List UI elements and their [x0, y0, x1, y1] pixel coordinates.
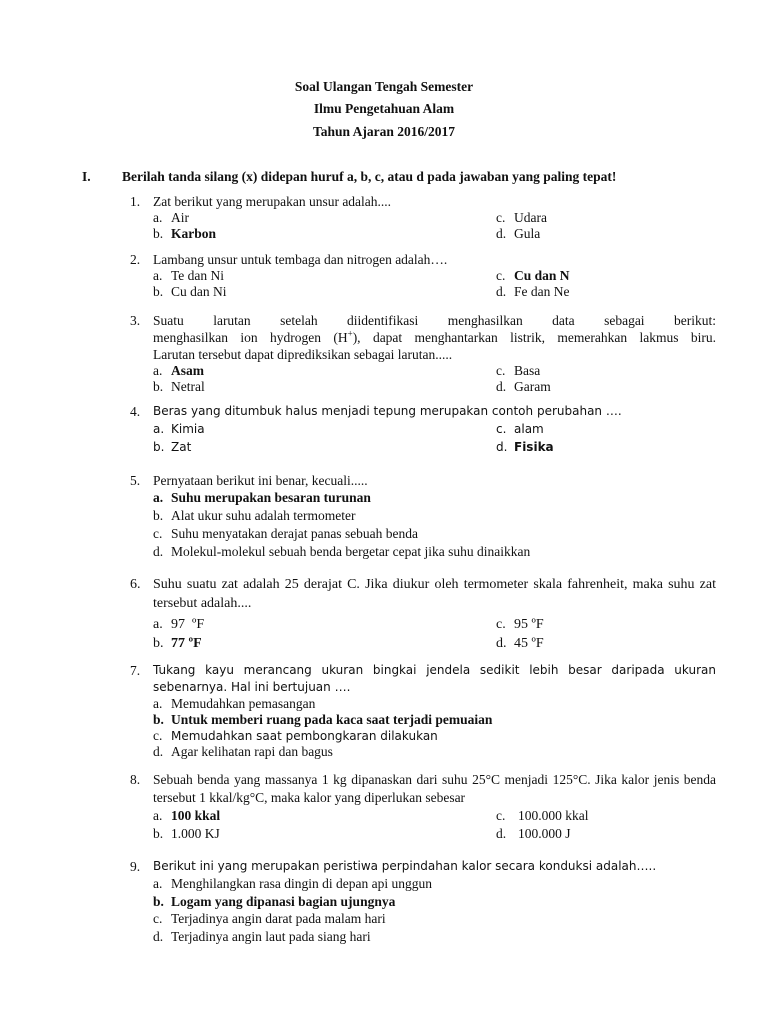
question-5	[130, 472, 716, 561]
question-text: Pernyataan berikut ini benar, kecuali.....	[153, 473, 368, 488]
option-text: Te dan Ni	[171, 268, 225, 283]
option-text: 97 ºF	[171, 617, 205, 632]
option-d[interactable]	[496, 825, 571, 843]
option-a[interactable]	[153, 268, 496, 284]
option-d[interactable]	[496, 634, 544, 653]
question-number: 7.	[130, 663, 141, 678]
option-text: Suhu menyatakan derajat panas sebuah benda	[171, 526, 419, 541]
option-letter: c.	[496, 422, 507, 436]
option-b[interactable]	[153, 226, 496, 242]
option-a[interactable]	[153, 363, 496, 379]
option-text: 77 ºF	[171, 636, 202, 651]
option-letter: a.	[153, 808, 163, 823]
question-3	[130, 312, 716, 395]
option-letter: c.	[153, 728, 163, 743]
option-letter: d.	[496, 826, 507, 841]
question-text: Berikut ini yang merupakan peristiwa perpindahan kalor secara konduksi adalah…..	[153, 859, 657, 873]
option-letter: a.	[153, 876, 163, 891]
option-text: Cu dan Ni	[171, 284, 227, 299]
option-letter: b.	[153, 379, 164, 394]
option-letter: a.	[153, 696, 163, 711]
option-text: Untuk memberi ruang pada kaca saat terjadi pemuaian	[171, 712, 493, 727]
question-text-part: ), dapat menghantarkan listrik, memerahkan lakmus biru.	[352, 330, 716, 345]
option-text: 1.000 KJ	[171, 826, 220, 841]
option-a[interactable]	[153, 696, 315, 712]
option-text: 45 ºF	[514, 636, 544, 651]
option-c[interactable]	[153, 728, 438, 744]
option-text: Garam	[514, 379, 551, 394]
option-letter: a.	[153, 210, 163, 225]
option-letter: b.	[153, 440, 165, 454]
option-text: Agar kelihatan rapi dan bagus	[171, 744, 333, 759]
option-d[interactable]	[153, 543, 530, 561]
option-text: 100 kkal	[171, 808, 221, 823]
question-text-part: menghasilkan ion hydrogen (H	[153, 330, 348, 345]
option-text: Udara	[514, 210, 547, 225]
option-text: Menghilangkan rasa dingin di depan api unggun	[171, 876, 432, 891]
option-b[interactable]	[153, 379, 496, 395]
question-text-line3: Larutan tersebut dapat diprediksikan sebagai larutan.....	[153, 347, 453, 362]
option-letter: c.	[496, 617, 506, 632]
option-c[interactable]	[496, 268, 570, 284]
question-text: Tukang kayu merancang ukuran bingkai jendela sedikit lebih besar daripada ukuran sebenarnya. Hal ini bertujuan ….	[153, 663, 716, 694]
option-a[interactable]	[153, 210, 496, 226]
option-d[interactable]	[153, 928, 371, 946]
option-letter: b.	[153, 893, 164, 909]
option-letter: a.	[153, 617, 163, 632]
option-text: Zat	[171, 440, 192, 454]
option-c[interactable]	[496, 615, 544, 634]
option-letter: a.	[153, 268, 163, 283]
option-letter: b.	[153, 636, 164, 651]
option-text: Memudahkan saat pembongkaran dilakukan	[171, 729, 438, 743]
option-text: Air	[171, 210, 189, 225]
option-b[interactable]	[153, 438, 496, 456]
section-number: I.	[82, 169, 91, 184]
option-letter: d.	[496, 226, 507, 241]
option-letter: b.	[153, 712, 164, 727]
question-text: Beras yang ditumbuk halus menjadi tepung merupakan contoh perubahan ….	[153, 404, 622, 418]
question-number: 8.	[130, 772, 141, 787]
superscript-plus: +	[347, 328, 353, 339]
doc-subject: Ilmu Pengetahuan Alam	[313, 101, 455, 116]
option-text: 100.000 J	[518, 826, 571, 841]
option-text: Asam	[171, 363, 204, 378]
question-number: 2.	[130, 252, 141, 267]
option-text: Karbon	[171, 226, 217, 241]
option-text: Terjadinya angin darat pada malam hari	[171, 911, 386, 926]
option-a[interactable]	[153, 875, 432, 893]
option-text: Netral	[171, 379, 205, 394]
question-text: Suhu suatu zat adalah 25 derajat C. Jika diukur oleh termometer skala fahrenheit, maka suhu zat tersebut adalah....	[153, 577, 716, 611]
option-c[interactable]	[153, 525, 418, 543]
instruction-text: Berilah tanda silang (x) didepan huruf a, b, c, atau d pada jawaban yang paling tepat!	[122, 169, 617, 184]
option-a[interactable]	[153, 420, 496, 438]
option-text: Basa	[514, 363, 541, 378]
option-b[interactable]	[153, 825, 496, 843]
option-text: Cu dan N	[514, 268, 570, 283]
option-b[interactable]	[153, 284, 496, 300]
option-d[interactable]	[496, 379, 551, 395]
question-7	[130, 662, 716, 760]
option-d[interactable]	[496, 284, 569, 300]
option-d[interactable]	[496, 438, 554, 456]
option-text: Gula	[514, 226, 541, 241]
option-text: Fe dan Ne	[514, 284, 570, 299]
doc-title: Soal Ulangan Tengah Semester	[294, 79, 474, 94]
option-letter: d.	[496, 440, 508, 454]
option-a[interactable]	[153, 615, 496, 634]
option-letter: a.	[153, 363, 163, 378]
option-c[interactable]	[496, 210, 547, 226]
question-number: 3.	[130, 313, 141, 328]
question-8	[130, 771, 716, 843]
question-4	[130, 403, 716, 456]
option-letter: c.	[496, 363, 506, 378]
option-letter: d.	[496, 379, 507, 394]
option-letter: b.	[153, 226, 164, 241]
option-c[interactable]	[153, 910, 386, 928]
option-letter: d.	[153, 544, 164, 559]
question-number: 5.	[130, 473, 141, 488]
option-a[interactable]	[153, 489, 371, 507]
option-text: Kimia	[171, 422, 205, 436]
question-number: 4.	[130, 404, 141, 419]
option-letter: b.	[153, 508, 164, 523]
option-text: Suhu merupakan besaran turunan	[171, 490, 371, 505]
question-text: Lambang unsur untuk tembaga dan nitrogen adalah….	[153, 252, 448, 267]
option-letter: d.	[496, 636, 507, 651]
option-letter: d.	[153, 744, 164, 759]
option-a[interactable]	[153, 807, 496, 825]
option-letter: b.	[153, 284, 164, 299]
option-b[interactable]	[153, 507, 355, 525]
question-9	[130, 858, 716, 945]
option-letter: c.	[496, 210, 506, 225]
option-text: 95 ºF	[514, 617, 544, 632]
option-text: Memudahkan pemasangan	[171, 696, 316, 711]
option-c[interactable]	[496, 420, 544, 438]
question-text: Zat berikut yang merupakan unsur adalah....	[153, 194, 392, 209]
question-text-line1: Suatu larutan setelah diidentifikasi menghasilkan data sebagai berikut:	[153, 313, 716, 328]
section-instruction	[82, 169, 616, 185]
option-c[interactable]	[496, 363, 540, 379]
option-text: Logam yang dipanasi bagian ujungnya	[171, 893, 396, 909]
option-text: Alat ukur suhu adalah termometer	[171, 508, 356, 523]
option-letter: c.	[496, 268, 506, 283]
option-letter: a.	[153, 422, 165, 436]
doc-year: Tahun Ajaran 2016/2017	[312, 124, 456, 139]
question-1	[130, 193, 716, 242]
option-letter: b.	[153, 826, 164, 841]
option-d[interactable]	[496, 226, 540, 242]
option-text: Molekul-molekul sebuah benda bergetar cepat jika suhu dinaikkan	[171, 544, 531, 559]
question-number: 1.	[130, 194, 141, 209]
option-letter: d.	[496, 284, 507, 299]
option-b[interactable]	[153, 893, 395, 911]
option-letter: d.	[153, 928, 164, 944]
option-b[interactable]	[153, 634, 496, 653]
question-number: 6.	[130, 577, 141, 592]
option-b[interactable]	[153, 712, 492, 728]
option-letter: a.	[153, 490, 164, 505]
option-text: Terjadinya angin laut pada siang hari	[171, 928, 371, 944]
question-6	[130, 575, 716, 653]
option-letter: c.	[496, 808, 506, 823]
question-text: Sebuah benda yang massanya 1 kg dipanaskan dari suhu 25°C menjadi 125°C. Jika kalor jenis benda tersebut 1 kkal/kg°C, maka kalor yang diperlukan sebesar	[153, 772, 716, 805]
option-text: Fisika	[514, 440, 554, 454]
option-d[interactable]	[153, 744, 333, 760]
option-letter: c.	[153, 911, 163, 926]
question-2	[130, 251, 716, 300]
option-text: alam	[514, 422, 544, 436]
option-letter: c.	[153, 526, 163, 541]
question-text-line2	[153, 329, 716, 346]
option-text: 100.000 kkal	[518, 808, 589, 823]
question-number: 9.	[130, 859, 141, 874]
option-c[interactable]	[496, 807, 589, 825]
